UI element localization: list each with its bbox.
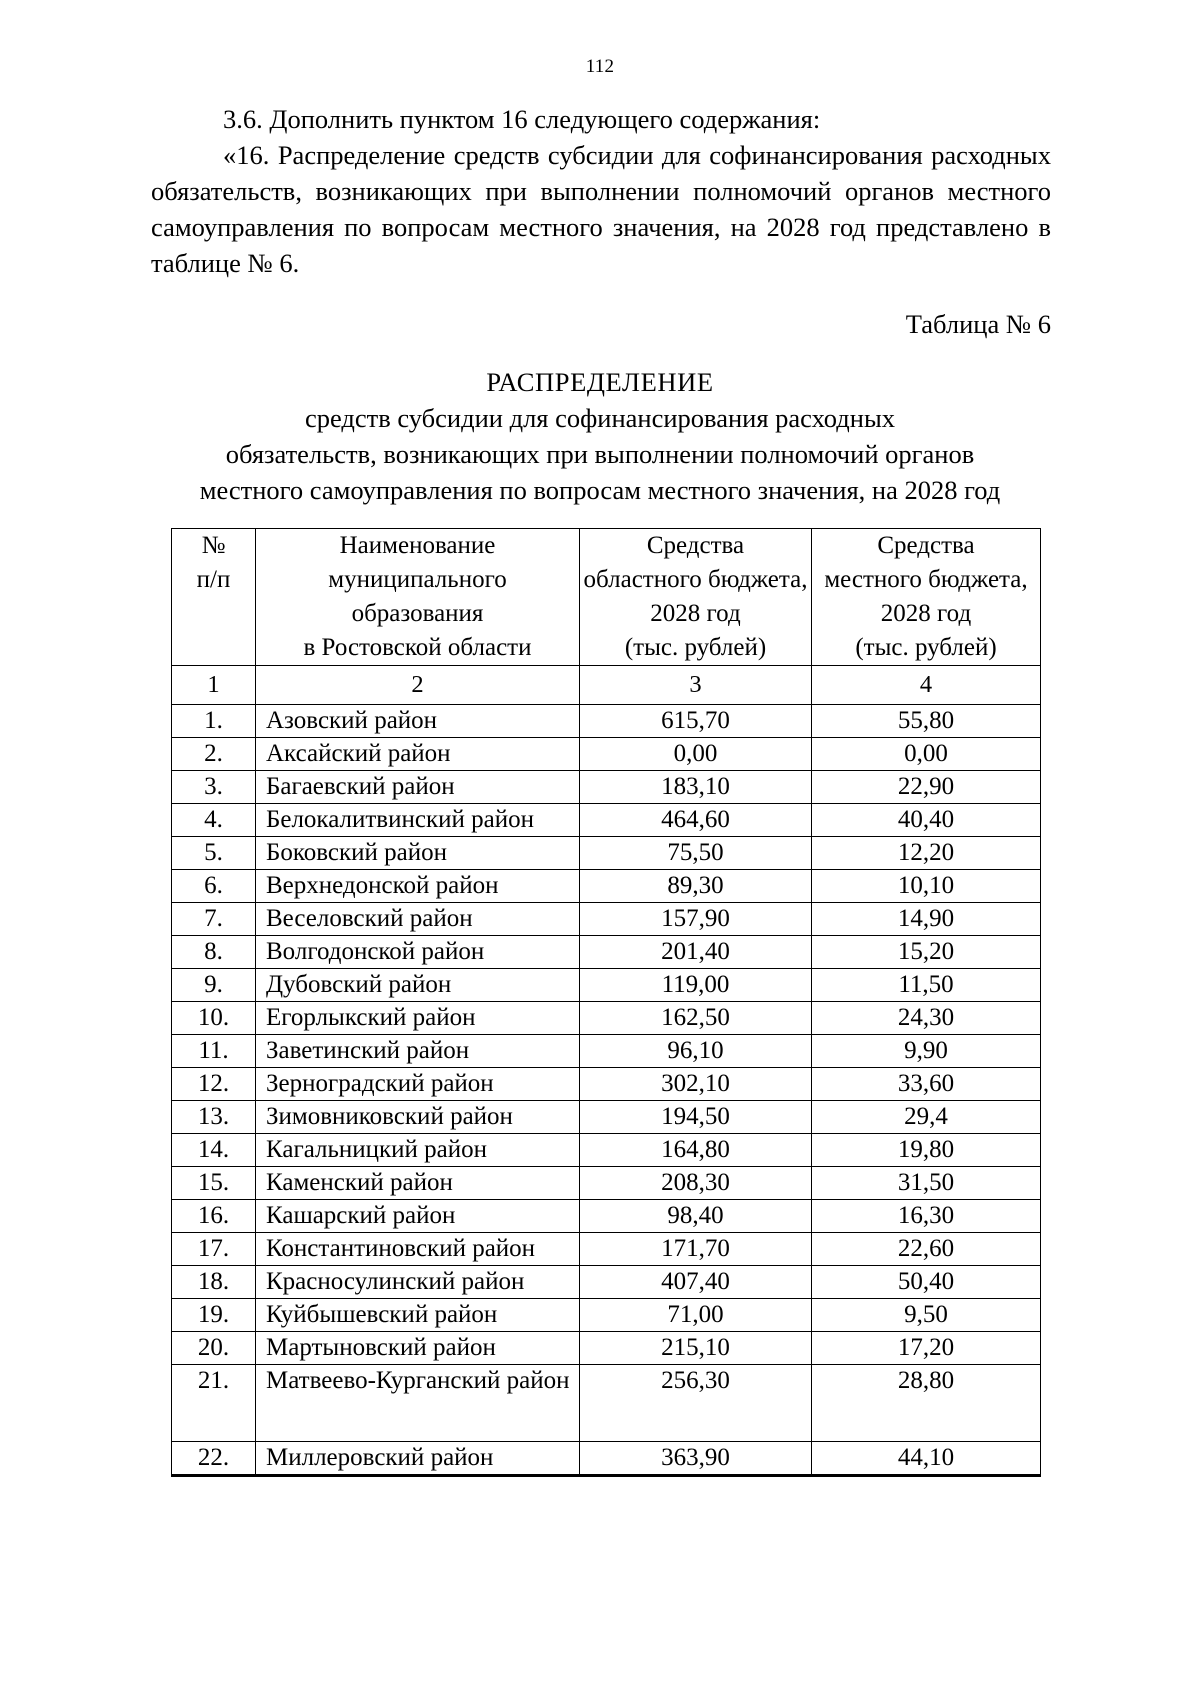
row-number-cell: 18.: [172, 1266, 256, 1299]
municipality-name-cell: Кагальницкий район: [256, 1134, 580, 1167]
table-row: [172, 1442, 1041, 1476]
table-row: [172, 837, 1041, 870]
column-number-1: 1: [172, 666, 256, 705]
local-budget-cell: 16,30: [812, 1200, 1041, 1233]
paragraph-2: «16. Распределение средств субсидии для софинансирования расходных обязательств, возникающих при выполнении полномочий органов местного самоуправления по вопросам местного значения, на 2028 год представлено в таблице № 6.: [151, 140, 1051, 278]
oblast-budget-cell: 164,80: [580, 1134, 812, 1167]
row-number-cell: 7.: [172, 903, 256, 936]
local-budget-cell: 40,40: [812, 804, 1041, 837]
municipality-name-cell: Красносулинский район: [256, 1266, 580, 1299]
oblast-budget-cell: 201,40: [580, 936, 812, 969]
local-budget-cell: 22,90: [812, 771, 1041, 804]
oblast-budget-cell: 183,10: [580, 771, 812, 804]
oblast-budget-cell: 71,00: [580, 1299, 812, 1332]
row-number-cell: 12.: [172, 1068, 256, 1101]
local-budget-cell: 29,4: [812, 1101, 1041, 1134]
municipality-name-cell: Кашарский район: [256, 1200, 580, 1233]
municipality-name-cell: Азовский район: [256, 705, 580, 738]
oblast-budget-cell: 208,30: [580, 1167, 812, 1200]
header-oblast-line-4: (тыс. рублей): [624, 634, 767, 661]
subsidy-distribution-table: [171, 528, 1041, 1477]
table-header-row: [172, 529, 1041, 666]
table-label: Таблица № 6: [905, 309, 1051, 339]
municipality-name-cell: Куйбышевский район: [256, 1299, 580, 1332]
table-row: [172, 1266, 1041, 1299]
heading-line-3: местного самоуправления по вопросам местного значения, на 2028 год: [199, 475, 1001, 505]
oblast-budget-cell: 96,10: [580, 1035, 812, 1068]
table-row: [172, 738, 1041, 771]
local-budget-cell: 44,10: [812, 1442, 1041, 1476]
row-number-cell: 10.: [172, 1002, 256, 1035]
table-column-number-row: [172, 666, 1041, 705]
header-name-line-3: образования: [351, 600, 484, 627]
row-number-cell: 11.: [172, 1035, 256, 1068]
row-number-cell: 14.: [172, 1134, 256, 1167]
header-number-line-1: №: [201, 532, 226, 559]
table-row: [172, 1101, 1041, 1134]
table-body: [172, 705, 1041, 1476]
row-number-cell: 8.: [172, 936, 256, 969]
header-oblast-line-2: областного бюджета,: [583, 566, 808, 593]
header-local-line-4: (тыс. рублей): [855, 634, 997, 661]
table-row: [172, 936, 1041, 969]
row-number-cell: 13.: [172, 1101, 256, 1134]
header-oblast-line-3: 2028 год: [650, 600, 741, 627]
table-row: [172, 1035, 1041, 1068]
row-number-cell: 4.: [172, 804, 256, 837]
local-budget-cell: 15,20: [812, 936, 1041, 969]
local-budget-cell: 55,80: [812, 705, 1041, 738]
municipality-name-cell: Каменский район: [256, 1167, 580, 1200]
oblast-budget-cell: 89,30: [580, 870, 812, 903]
row-number-cell: 15.: [172, 1167, 256, 1200]
local-budget-cell: 19,80: [812, 1134, 1041, 1167]
header-oblast-line-1: Средства: [646, 532, 745, 559]
table-row: [172, 705, 1041, 738]
body-text-block: [151, 101, 1051, 281]
local-budget-cell: 28,80: [812, 1365, 1041, 1442]
table-row: [172, 1365, 1041, 1442]
row-number-cell: 3.: [172, 771, 256, 804]
table-row: [172, 804, 1041, 837]
header-local-line-3: 2028 год: [880, 600, 972, 627]
paragraph-1: 3.6. Дополнить пунктом 16 следующего содержания:: [223, 104, 821, 134]
oblast-budget-cell: 119,00: [580, 969, 812, 1002]
municipality-name-cell: Зерноградский район: [256, 1068, 580, 1101]
row-number-cell: 6.: [172, 870, 256, 903]
header-cell-local-budget: [812, 529, 1041, 666]
heading-line-2: обязательств, возникающих при выполнении полномочий органов: [225, 439, 975, 469]
header-cell-name: [256, 529, 580, 666]
column-number-4: 4: [812, 666, 1041, 705]
municipality-name-cell: Егорлыкский район: [256, 1002, 580, 1035]
oblast-budget-cell: 162,50: [580, 1002, 812, 1035]
row-number-cell: 16.: [172, 1200, 256, 1233]
municipality-name-cell: Белокалитвинский район: [256, 804, 580, 837]
local-budget-cell: 33,60: [812, 1068, 1041, 1101]
table-row: [172, 1200, 1041, 1233]
table-heading-block: [100, 364, 1100, 508]
municipality-name-cell: Веселовский район: [256, 903, 580, 936]
row-number-cell: 5.: [172, 837, 256, 870]
municipality-name-cell: Волгодонской район: [256, 936, 580, 969]
local-budget-cell: 12,20: [812, 837, 1041, 870]
header-name-line-4: в Ростовской области: [303, 634, 532, 661]
header-cell-number: [172, 529, 256, 666]
local-budget-cell: 10,10: [812, 870, 1041, 903]
header-name-line-1: Наименование: [339, 532, 496, 559]
heading-title: РАСПРЕДЕЛЕНИЕ: [486, 367, 714, 397]
local-budget-cell: 11,50: [812, 969, 1041, 1002]
municipality-name-cell: Верхнедонской район: [256, 870, 580, 903]
heading-line-1: средств субсидии для софинансирования расходных: [304, 403, 896, 433]
table-row: [172, 771, 1041, 804]
oblast-budget-cell: 157,90: [580, 903, 812, 936]
table-row: [172, 1134, 1041, 1167]
local-budget-cell: 22,60: [812, 1233, 1041, 1266]
table-row: [172, 1299, 1041, 1332]
municipality-name-cell: Багаевский район: [256, 771, 580, 804]
table-row: [172, 1068, 1041, 1101]
header-local-line-2: местного бюджета,: [824, 566, 1028, 593]
oblast-budget-cell: 194,50: [580, 1101, 812, 1134]
column-number-2: 2: [256, 666, 580, 705]
row-number-cell: 21.: [172, 1365, 256, 1442]
municipality-name-cell: Матвеево-Курганский район: [256, 1365, 580, 1442]
municipality-name-cell: Аксайский район: [256, 738, 580, 771]
local-budget-cell: 17,20: [812, 1332, 1041, 1365]
table-row: [172, 1332, 1041, 1365]
municipality-name-cell: Константиновский район: [256, 1233, 580, 1266]
oblast-budget-cell: 98,40: [580, 1200, 812, 1233]
local-budget-cell: 9,90: [812, 1035, 1041, 1068]
oblast-budget-cell: 171,70: [580, 1233, 812, 1266]
local-budget-cell: 31,50: [812, 1167, 1041, 1200]
oblast-budget-cell: 407,40: [580, 1266, 812, 1299]
header-local-line-1: Средства: [877, 532, 975, 559]
municipality-name-cell: Заветинский район: [256, 1035, 580, 1068]
local-budget-cell: 50,40: [812, 1266, 1041, 1299]
table-row: [172, 1233, 1041, 1266]
oblast-budget-cell: 256,30: [580, 1365, 812, 1442]
local-budget-cell: 14,90: [812, 903, 1041, 936]
oblast-budget-cell: 75,50: [580, 837, 812, 870]
row-number-cell: 22.: [172, 1442, 256, 1476]
municipality-name-cell: Дубовский район: [256, 969, 580, 1002]
oblast-budget-cell: 215,10: [580, 1332, 812, 1365]
municipality-name-cell: Миллеровский район: [256, 1442, 580, 1476]
column-number-3: 3: [580, 666, 812, 705]
table-row: [172, 1002, 1041, 1035]
oblast-budget-cell: 615,70: [580, 705, 812, 738]
row-number-cell: 1.: [172, 705, 256, 738]
row-number-cell: 9.: [172, 969, 256, 1002]
local-budget-cell: 9,50: [812, 1299, 1041, 1332]
header-name-line-2: муниципального: [328, 566, 507, 593]
municipality-name-cell: Боковский район: [256, 837, 580, 870]
municipality-name-cell: Мартыновский район: [256, 1332, 580, 1365]
table-row: [172, 870, 1041, 903]
table-row: [172, 969, 1041, 1002]
oblast-budget-cell: 363,90: [580, 1442, 812, 1476]
table-row: [172, 1167, 1041, 1200]
header-number-line-2: п/п: [196, 566, 231, 593]
oblast-budget-cell: 0,00: [580, 738, 812, 771]
row-number-cell: 2.: [172, 738, 256, 771]
row-number-cell: 19.: [172, 1299, 256, 1332]
municipality-name-cell: Зимовниковский район: [256, 1101, 580, 1134]
table-row: [172, 903, 1041, 936]
local-budget-cell: 24,30: [812, 1002, 1041, 1035]
local-budget-cell: 0,00: [812, 738, 1041, 771]
oblast-budget-cell: 464,60: [580, 804, 812, 837]
row-number-cell: 17.: [172, 1233, 256, 1266]
page-number: 112: [585, 56, 615, 77]
header-cell-oblast-budget: [580, 529, 812, 666]
oblast-budget-cell: 302,10: [580, 1068, 812, 1101]
table-head: [172, 529, 1041, 705]
row-number-cell: 20.: [172, 1332, 256, 1365]
